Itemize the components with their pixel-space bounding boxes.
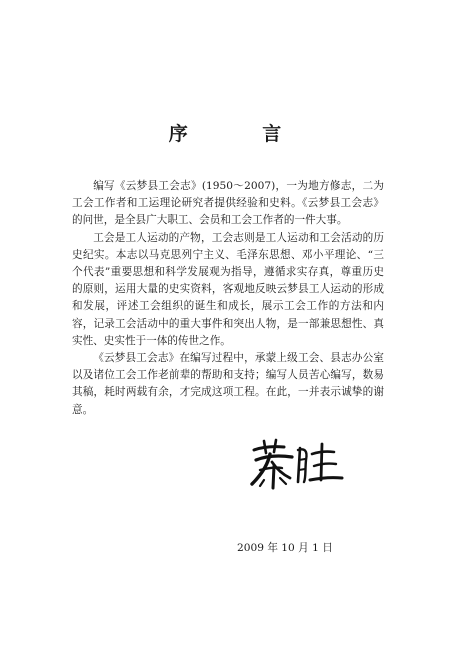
preface-title: 序 言 — [168, 123, 316, 145]
paragraph-1: 编写《云梦县工会志》(1950～2007)，一为地方修志，二为工会工作者和工运理论研究者提供经验和史料。《云梦县工会志》的问世，是全县广大职工、会员和工会工作者的一件大事。 — [72, 180, 384, 227]
handwritten-signature — [248, 436, 344, 492]
preface-date: 2009 年 10 月 1 日 — [237, 542, 333, 554]
preface-body — [72, 178, 384, 419]
signature-image — [248, 436, 344, 492]
paragraph-3: 《云梦县工会志》在编写过程中，承蒙上级工会、县志办公室以及诸位工会工作老前辈的帮助和支持；编写人员苦心编写，数易其稿，耗时两载有余，才完成这项工程。在此，一并表示诚挚的谢意。 — [72, 352, 384, 416]
paragraph-2: 工会是工人运动的产物，工会志则是工人运动和工会活动的历史纪实。本志以马克思列宁主义、毛泽东思想、邓小平理论、“三个代表”重要思想和科学发展观为指导，遵循求实存真，尊重历史的原则，运用大量的史实资料，客观地反映云梦县工人运动的形成和发展，评述工会组织的诞生和成长，展示工会工作的方法和内容，记录工会活动中的重大事件和突出人物，是一部兼思想性、真实性、史实性于一体的传世之作。 — [72, 231, 384, 347]
